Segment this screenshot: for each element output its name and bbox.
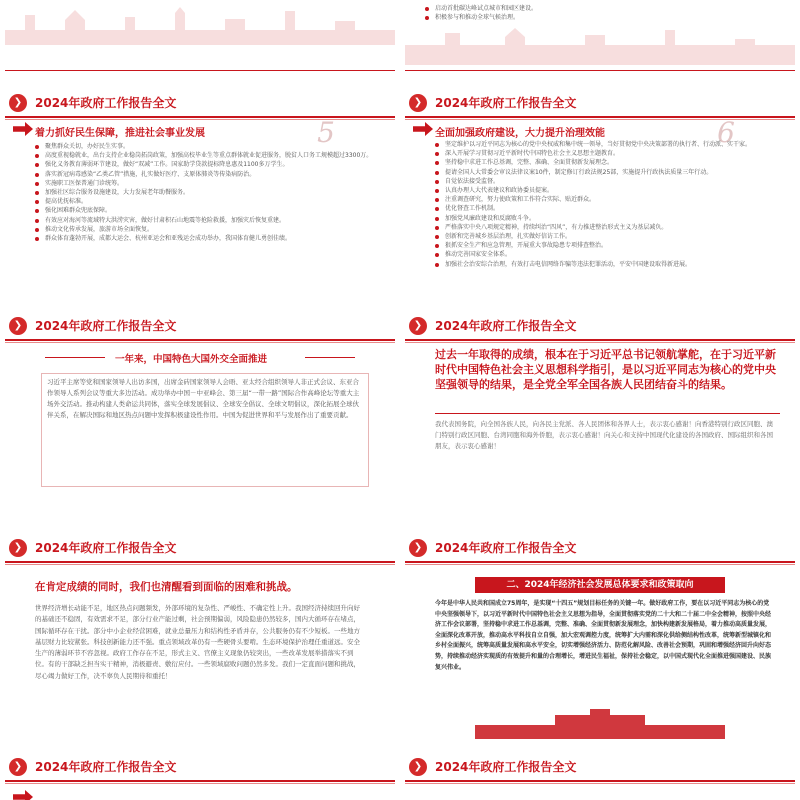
list-item: 群众体育蓬勃开展，成都大运会、杭州亚运会和亚残运会成功举办，我国体育健儿勇创佳绩。 (35, 234, 375, 243)
list-item: 提请全国人大常委会审议法律议案10件，制定修订行政法规25部，实施提升行政执法质量三年行动。 (435, 168, 775, 177)
list-item: 创新和完善城乡基层治理，扎实做好信访工作。 (435, 232, 775, 241)
slide-header (5, 92, 395, 114)
party-emblem-icon: ❯ (9, 539, 27, 557)
slide-bottom-rule (5, 70, 395, 71)
list-item: 推动文化传承发展，旅游市场全面恢复。 (35, 225, 375, 234)
slide-requirements[interactable] (405, 527, 795, 739)
list-item: 强化义务教育薄弱环节建设，做好“双减”工作。国家助学贷款提标降息惠及1100多万学生。 (35, 160, 375, 169)
list-item: 加强党风廉政建设和反腐败斗争。 (435, 214, 775, 223)
header-rule-thin (405, 342, 795, 343)
header-rule-thin (405, 783, 795, 784)
great-hall-icon (405, 707, 795, 739)
skyline-decoration (405, 25, 795, 65)
requirements-body: 今年是中华人民共和国成立75周年，是实现“十四五”规划目标任务的关键一年。做好政府工作，要在以习近平同志为核心的党中央坚强领导下，以习近平新时代中国特色社会主义思想为指导，全面贯彻落实党的二十大和二十届二中全会精神，按照中央经济工作会议部署，坚持稳中求进工作总基调，完整、准确、全面贯彻新发展理念，加快构建新发展格局，着力推动高质量发展，全面深化改革开放，推动高水平科技自立自强，加大宏观调控力度，统筹扩大内需和深化供给侧结构性改革，统筹新型城镇化和乡村全面振兴，统筹高质量发展和高水平安全，切实增强经济活力、防范化解风险、改善社会预期，巩固和增强经济回升向好态势，持续推动经济实现质的有效提升和量的合理增长，增进民生福祉，保持社会稳定，以中国式现代化全面推进强国建设、民族复兴伟业。 (435, 600, 772, 671)
slide-title: 2024年政府工作报告全文 (35, 760, 177, 774)
slide-livelihood[interactable] (5, 82, 395, 277)
list-item: 加强社会治安综合治理，有效打击电信网络诈骗等违法犯罪活动，平安中国建设取得新进展。 (435, 260, 775, 269)
governance-list (435, 140, 775, 269)
slide-header (405, 756, 795, 778)
list-item: 注重调查研究，努力使政策和工作符合实际、贴近群众。 (435, 195, 775, 204)
party-emblem-icon: ❯ (9, 317, 27, 335)
header-rule (5, 780, 395, 782)
list-item: 加强社区综合服务设施建设，大力发展老年助餐服务。 (35, 188, 375, 197)
list-item: 提高优抚标准。 (35, 197, 375, 206)
list-item: 有效应对海河等流域特大洪涝灾害，做好甘肃积石山地震等抢险救援，加强灾后恢复重建。 (35, 216, 375, 225)
party-emblem-icon: ❯ (409, 539, 427, 557)
challenges-body: 世界经济增长动能不足，地区热点问题频发，外部环境的复杂性、严峻性、不确定性上升。我国经济持续回升向好的基础还不稳固，有效需求不足，部分行业产能过剩，社会预期偏弱，风险隐患仍然较多，国内大循环存在堵点，国际循环存在干扰。部分中小企业经营困难，就业总量压力和结构性矛盾并存，公共服务仍有不少短板。一些地方基层财力比较紧张。科技创新能力还不强。重点领域改革仍有一些硬骨头要啃。生态环境保护治理任重道远。安全生产的薄弱环节不容忽视。政府工作存在不足，形式主义、官僚主义现象仍较突出，一些改革发展举措落实不到位。有的干部缺乏担当实干精神，消极避责、敷衍应付。一些领域腐败问题仍然多发。我们一定直面问题和挑战，尽心竭力做好工作，决不辜负人民期待和重托！ (35, 604, 360, 680)
header-rule (5, 561, 395, 563)
header-rule (405, 780, 795, 782)
list-item: 认真办理人大代表建议和政协委员提案。 (435, 186, 775, 195)
slide-title: 2024年政府工作报告全文 (35, 319, 177, 333)
slide-top-left[interactable] (5, 0, 395, 75)
slide-title: 2024年政府工作报告全文 (35, 541, 177, 555)
slide-governance[interactable] (405, 82, 795, 277)
slide-header (5, 537, 395, 559)
header-rule-thin (5, 342, 395, 343)
slide-diplomacy[interactable] (5, 305, 395, 500)
heading-rule-left (45, 357, 105, 358)
header-rule-thin (405, 119, 795, 120)
list-item: 推动完善国家安全体系。 (435, 250, 775, 259)
livelihood-list (35, 142, 375, 243)
slide-title: 2024年政府工作报告全文 (35, 96, 177, 110)
section-heading: 在肯定成绩的同时，我们也清醒看到面临的困难和挑战。 (35, 581, 298, 593)
list-item: 自觉依法接受监督。 (435, 177, 775, 186)
section-heading: 一年来，中国特色大国外交全面推进 (115, 354, 268, 365)
header-rule-thin (5, 119, 395, 120)
diplomacy-body: 习近平主席等党和国家领导人出访多国，出席金砖国家领导人会晤、亚太经合组织领导人非正式会议、东亚合作领导人系列会议等重大多边活动。成功举办中国－中亚峰会、第三届“一带一路”国际合作高峰论坛等重大主场外交活动。推动构建人类命运共同体，落实全球发展倡议、全球安全倡议、全球文明倡议，深化拓展全球伙伴关系，在解决国际和地区热点问题中发挥积极建设性作用。中国为促进世界和平与发展作出了重要贡献。 (47, 378, 360, 419)
slide-challenges[interactable] (5, 527, 395, 739)
header-rule-thin (405, 564, 795, 565)
slide-header (405, 537, 795, 559)
list-item: 聚焦群众关切，办好民生实事。 (35, 142, 375, 151)
section-heading: 全面加强政府建设，大力提升治理效能 (435, 128, 605, 139)
quote-rule (435, 413, 780, 414)
slide-title: 2024年政府工作报告全文 (435, 96, 577, 110)
party-emblem-icon: ❯ (409, 758, 427, 776)
slide-title: 2024年政府工作报告全文 (435, 319, 577, 333)
slide-header (5, 315, 395, 337)
slide-header (405, 92, 795, 114)
header-rule (5, 339, 395, 341)
header-rule-thin (5, 564, 395, 565)
list-item: 实施职工医保普通门诊统筹。 (35, 179, 375, 188)
slide-bottom-rule (405, 70, 795, 71)
list-item: 落实新冠病毒感染“乙类乙管”措施，扎实做好医疗、支原体肺炎等传染病防治。 (35, 170, 375, 179)
slide-achievement[interactable] (405, 305, 795, 500)
section-number: 6 (717, 116, 735, 149)
header-rule (405, 116, 795, 118)
list-item: 强化困难群众兜底保障。 (35, 206, 375, 215)
list-item: 积极参与和推动全球气候治理。 (425, 13, 775, 22)
list-item: 坚持稳中求进工作总基调，完整、准确、全面贯彻新发展理念。 (435, 158, 775, 167)
achievement-body: 我代表国务院，向全国各族人民，向各民主党派、各人民团体和各界人士，表示衷心感谢！向香港特别行政区同胞、澳门特别行政区同胞、台湾同胞和海外侨胞，表示衷心感谢！向关心和支持中国现代化建设的各国政府、国际组织和各国朋友，表示衷心感谢！ (435, 420, 773, 450)
header-rule (405, 339, 795, 341)
header-rule-thin (5, 783, 395, 784)
slide-bottom-right[interactable] (405, 746, 795, 800)
section-number: 5 (317, 116, 335, 149)
pointing-hand-icon (13, 790, 33, 800)
slide-title: 2024年政府工作报告全文 (435, 541, 577, 555)
carbon-bullets (425, 4, 775, 22)
list-item: 启动首批碳达峰试点城市和园区建设。 (425, 4, 775, 13)
list-item: 深入开展学习贯彻习近平新时代中国特色社会主义思想主题教育。 (435, 149, 775, 158)
heading-rule-right (305, 357, 355, 358)
party-emblem-icon: ❯ (9, 758, 27, 776)
slide-top-right[interactable] (405, 0, 795, 75)
slide-title: 2024年政府工作报告全文 (435, 760, 577, 774)
list-item: 狠抓安全生产和应急管理，开展重大事故隐患专项排查整治。 (435, 241, 775, 250)
slide-bottom-left[interactable] (5, 746, 395, 800)
pointing-hand-icon (13, 122, 33, 136)
list-item: 严格落实中央八项规定精神，持续纠治“四风”，有力推进整治形式主义为基层减负。 (435, 223, 775, 232)
party-emblem-icon: ❯ (409, 94, 427, 112)
skyline-decoration (5, 5, 395, 45)
party-emblem-icon: ❯ (409, 317, 427, 335)
slide-header (405, 315, 795, 337)
list-item: 高度重视稳就业，出台支持企业稳岗拓岗政策，加强高校毕业生等重点群体就业促进服务，脱贫人口务工规模超过3300万。 (35, 151, 375, 160)
section-heading: 着力抓好民生保障，推进社会事业发展 (35, 128, 205, 139)
list-item: 坚定维护以习近平同志为核心的党中央权威和集中统一领导，当好贯彻党中央决策部署的执行者、行动派、实干家。 (435, 140, 775, 149)
header-rule (405, 561, 795, 563)
section-banner: 二、2024年经济社会发展总体要求和政策取向 (475, 577, 725, 593)
list-item: 优化督查工作机制。 (435, 204, 775, 213)
slide-header (5, 756, 395, 778)
pointing-hand-icon (413, 122, 433, 136)
header-rule (5, 116, 395, 118)
achievement-quote: 过去一年取得的成绩，根本在于习近平总书记领航掌舵，在于习近平新时代中国特色社会主义思想科学指引，是以习近平同志为核心的党中央坚强领导的结果，是全党全军全国各族人民团结奋斗的结果。 (435, 348, 776, 391)
party-emblem-icon: ❯ (9, 94, 27, 112)
